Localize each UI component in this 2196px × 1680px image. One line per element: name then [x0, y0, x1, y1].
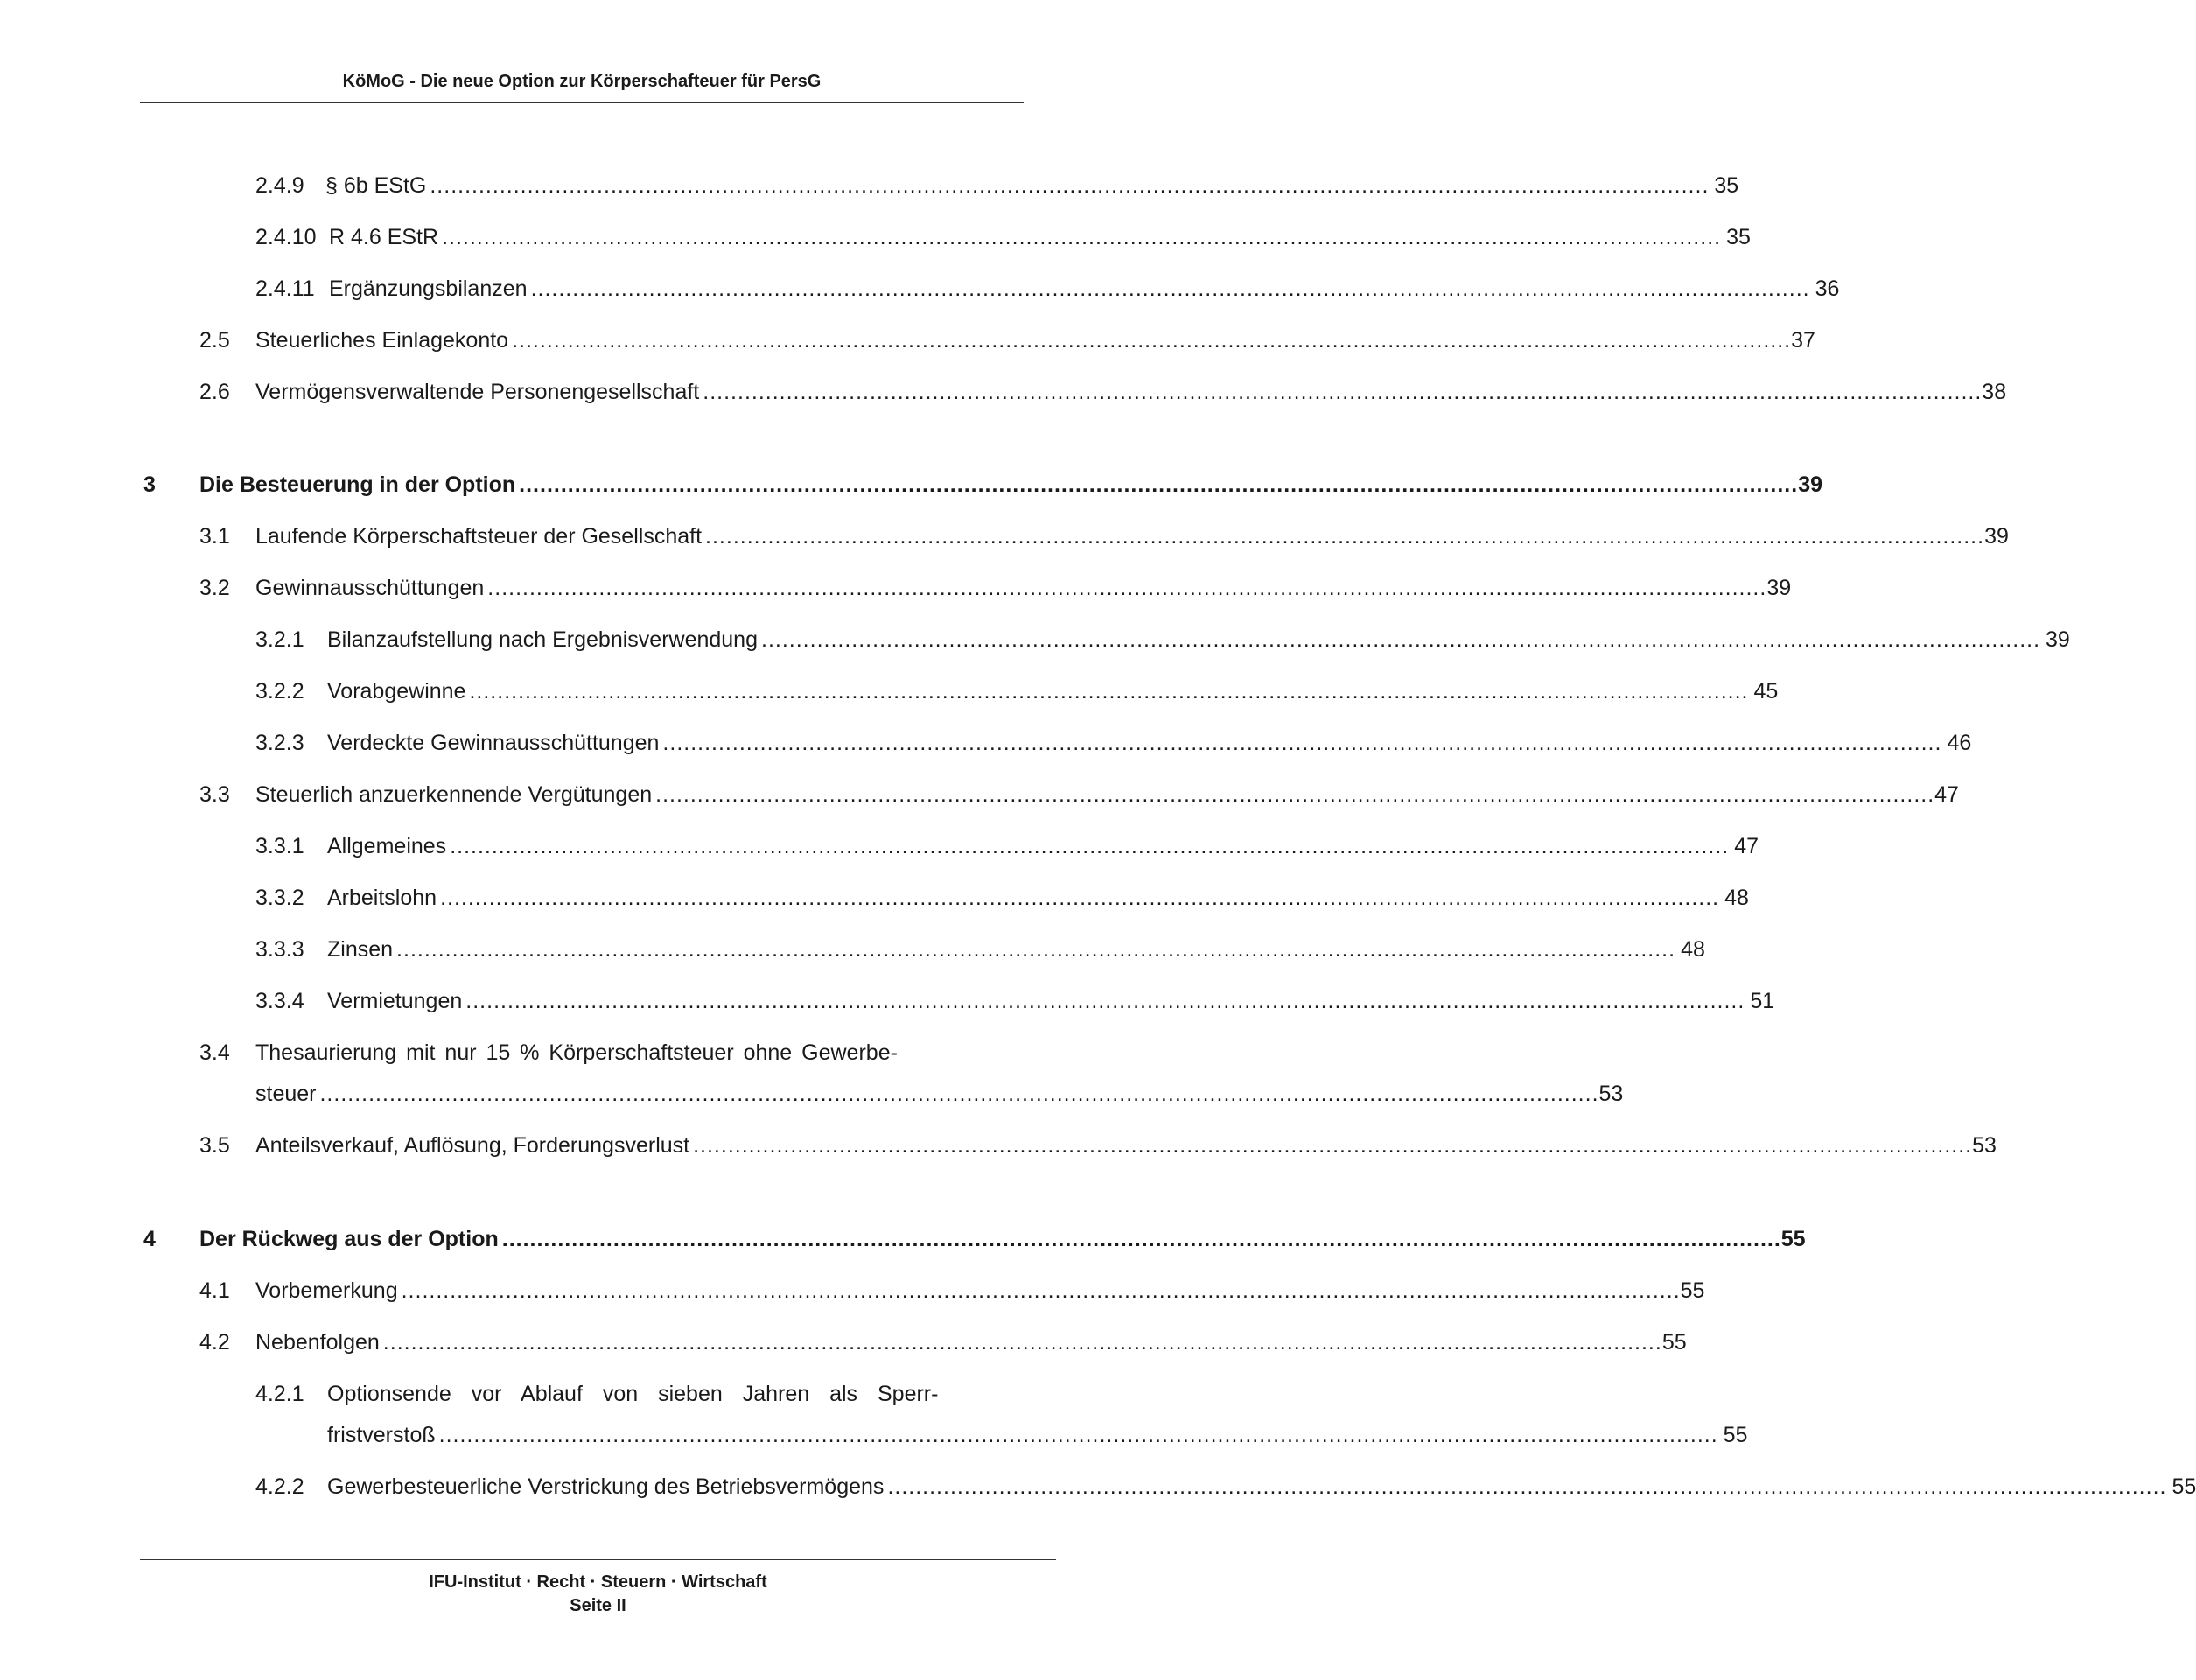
toc-leader: ........................................................................................................................................................................................	[401, 1278, 1681, 1303]
toc-page: 48	[1681, 937, 1705, 962]
toc-leader: ........................................................................................................................................................................................	[450, 834, 1730, 858]
toc-page: 46	[1947, 731, 1972, 755]
toc-title: Verdeckte Gewinnausschüttungen	[327, 731, 660, 755]
toc-title: Die Besteuerung in der Option	[199, 472, 516, 497]
toc-number: 2.4.11	[255, 276, 315, 301]
toc-title: Laufende Körperschaftsteuer der Gesellschaft	[255, 524, 703, 549]
toc-leader: ........................................................................................................................................................................................	[319, 1082, 1599, 1106]
toc-title: Zinsen	[327, 937, 394, 962]
toc-title: R 4.6 EStR	[329, 225, 439, 249]
toc-number: 4.1	[199, 1278, 230, 1303]
toc-leader: ........................................................................................................................................................................................	[512, 328, 1792, 353]
toc-leader: ........................................................................................................................................................................................	[761, 627, 2041, 652]
toc-number: 3.2.2	[255, 679, 304, 704]
toc-leader: ........................................................................................................................................................................................	[693, 1133, 1973, 1158]
toc-number: 4	[143, 1227, 156, 1251]
toc-title: Steuerliches Einlagekonto	[255, 328, 509, 353]
toc-title: steuer	[255, 1082, 317, 1106]
toc-leader: ........................................................................................................................................................................................	[396, 937, 1676, 962]
toc-number: 3.3.4	[255, 989, 304, 1013]
toc-number: 3.4	[199, 1040, 230, 1065]
toc-page: 39	[1798, 472, 1822, 497]
header-divider	[140, 102, 1024, 103]
toc-page: 39	[1766, 576, 1792, 600]
toc-leader: ........................................................................................................................................................................................	[501, 1227, 1781, 1251]
toc-page: 37	[1791, 328, 1815, 353]
toc-page: 55	[1680, 1278, 1705, 1303]
toc-page: 53	[1598, 1082, 1624, 1106]
toc-leader: ........................................................................................................................................................................................	[442, 225, 1722, 249]
toc-title: Vorabgewinne	[327, 679, 466, 704]
toc-page: 47	[1934, 782, 1959, 807]
toc-title: Gewinnausschüttungen	[255, 576, 485, 600]
toc-number: 2.4.10	[255, 225, 317, 249]
toc-number: 3.3.1	[255, 834, 304, 858]
toc-title: Vermietungen	[327, 989, 463, 1013]
toc-number: 3	[143, 472, 156, 497]
toc-page: 39	[2046, 627, 2070, 652]
page-header: KöMoG - Die neue Option zur Körperschafteuer für PersG	[342, 72, 822, 91]
toc-page: 51	[1750, 989, 1775, 1013]
toc-leader: ........................................................................................................................................................................................	[705, 524, 1985, 549]
toc-leader: ........................................................................................................................................................................................	[487, 576, 1767, 600]
toc-page: 45	[1753, 679, 1779, 704]
toc-number: 2.6	[199, 380, 230, 404]
toc-number: 3.1	[199, 524, 230, 549]
toc-title-first-line: Optionsende vor Ablauf von sieben Jahren als Sperr-	[327, 1382, 939, 1406]
page-footer	[140, 1571, 1056, 1618]
toc-title: fristverstoß	[327, 1423, 436, 1447]
toc-leader: ........................................................................................................................................................................................	[465, 989, 1745, 1013]
toc-number: 3.3.3	[255, 937, 304, 962]
toc-leader: ........................................................................................................................................................................................	[440, 886, 1720, 910]
toc-title-first-line: Thesaurierung mit nur 15 % Körperschaftsteuer ohne Gewerbe-	[255, 1040, 898, 1065]
toc-leader: ........................................................................................................................................................................................	[655, 782, 1935, 807]
footer-institute: IFU-Institut · Recht · Steuern · Wirtschaft	[429, 1572, 767, 1592]
toc-page: 38	[1982, 380, 2007, 404]
toc-title: § 6b EStG	[325, 173, 427, 198]
toc-title: Anteilsverkauf, Auflösung, Forderungsverlust	[255, 1133, 690, 1158]
toc-title: Arbeitslohn	[327, 886, 437, 910]
toc-number: 4.2.1	[255, 1382, 304, 1406]
toc-number: 3.3	[199, 782, 230, 807]
toc-page: 35	[1714, 173, 1739, 198]
toc-leader: ........................................................................................................................................................................................	[519, 472, 1799, 497]
toc-number: 3.2.1	[255, 627, 304, 652]
toc-leader: ........................................................................................................................................................................................	[887, 1474, 2167, 1499]
toc-number: 2.5	[199, 328, 230, 353]
toc-title: Ergänzungsbilanzen	[329, 276, 528, 301]
toc-leader: ........................................................................................................................................................................................	[469, 679, 1749, 704]
toc-page: 47	[1734, 834, 1759, 858]
toc-title: Vorbemerkung	[255, 1278, 398, 1303]
toc-number: 3.5	[199, 1133, 230, 1158]
toc-leader: ........................................................................................................................................................................................	[382, 1330, 1662, 1354]
toc-page: 35	[1726, 225, 1751, 249]
toc-number: 4.2.2	[255, 1474, 304, 1499]
toc-page: 55	[1661, 1330, 1687, 1354]
toc-leader: ........................................................................................................................................................................................	[430, 173, 1710, 198]
toc-number: 3.2.3	[255, 731, 304, 755]
toc-page: 39	[1984, 524, 2009, 549]
toc-page: 55	[1780, 1227, 1806, 1251]
toc-number: 2.4.9	[255, 173, 304, 198]
footer-divider	[140, 1559, 1056, 1560]
toc-page: 53	[1972, 1133, 1997, 1158]
toc-number: 4.2	[199, 1330, 230, 1354]
toc-title: Allgemeines	[327, 834, 447, 858]
toc-page: 48	[1724, 886, 1749, 910]
toc-title: Der Rückweg aus der Option	[199, 1227, 499, 1251]
toc-title: Gewerbesteuerliche Verstrickung des Betriebsvermögens	[327, 1474, 885, 1499]
toc-page: 36	[1815, 276, 1840, 301]
toc-leader: ........................................................................................................................................................................................	[662, 731, 1942, 755]
toc-leader: ........................................................................................................................................................................................	[703, 380, 1983, 404]
toc-entry[interactable]	[0, 1040, 1624, 1108]
toc-leader: ........................................................................................................................................................................................	[438, 1423, 1718, 1447]
toc-title: Nebenfolgen	[255, 1330, 380, 1354]
toc-number: 3.3.2	[255, 886, 304, 910]
toc-entry[interactable]	[0, 1381, 1748, 1449]
page-number: Seite II	[570, 1596, 626, 1615]
toc-title: Bilanzaufstellung nach Ergebnisverwendung	[327, 627, 758, 652]
toc-title: Steuerlich anzuerkennende Vergütungen	[255, 782, 653, 807]
toc-leader: ........................................................................................................................................................................................	[530, 276, 1810, 301]
toc-page: 55	[2172, 1474, 2196, 1499]
toc-page: 55	[1723, 1423, 1748, 1447]
toc-number: 3.2	[199, 576, 230, 600]
toc-title: Vermögensverwaltende Personengesellschaft	[255, 380, 700, 404]
